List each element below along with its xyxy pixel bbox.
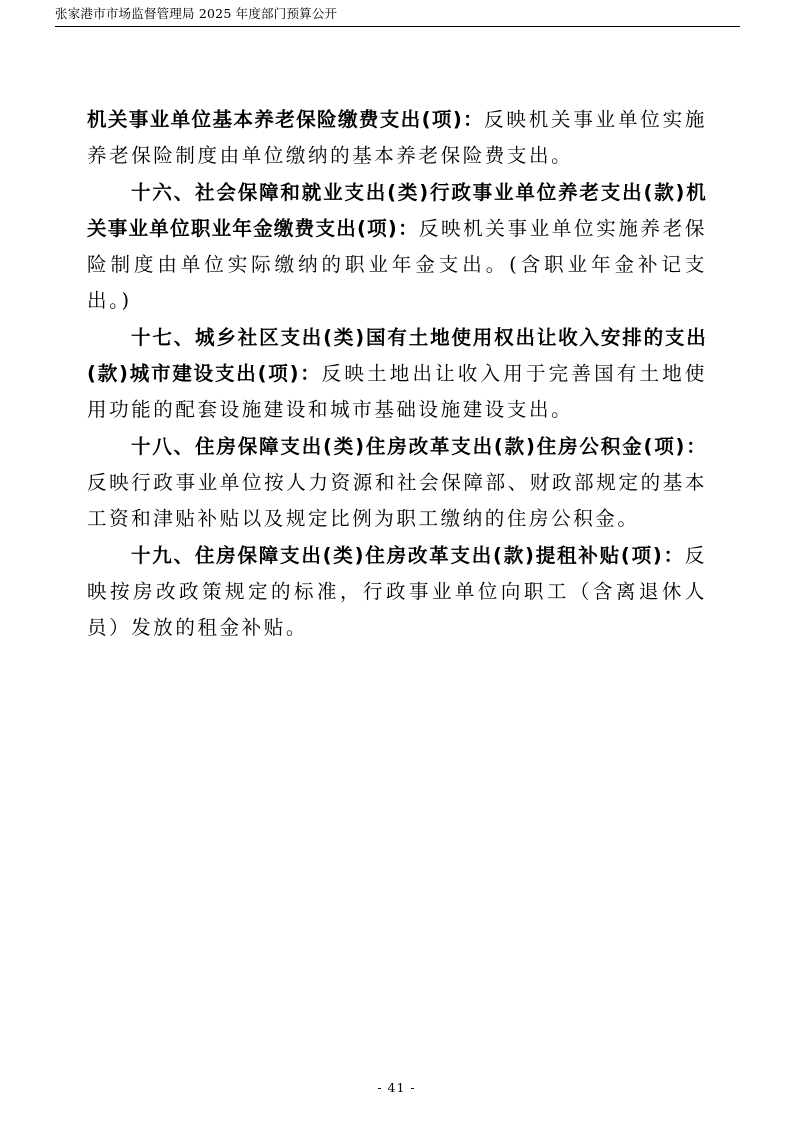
paragraph-occupational-annuity bbox=[87, 175, 707, 320]
paragraph-rent-subsidy bbox=[87, 538, 707, 647]
paragraph-heading: 机关事业单位基本养老保险缴费支出(项)： bbox=[87, 108, 485, 131]
paragraph-text: 反映机关事业单位实施养老保险制度由单位实际缴纳的职业年金支出。(含职业年金补记支出。) bbox=[87, 216, 707, 313]
paragraph-housing-fund bbox=[87, 429, 707, 538]
paragraph-heading: 十八、住房保障支出(类)住房改革支出(款)住房公积金(项)： bbox=[131, 434, 707, 458]
paragraph-text: 反映机关事业单位实施养老保险制度由单位缴纳的基本养老保险费支出。 bbox=[87, 108, 707, 168]
header-title: 张家港市市场监督管理局 2025 年度部门预算公开 bbox=[55, 6, 338, 21]
paragraph-text: 反映土地出让收入用于完善国有土地使用功能的配套设施建设和城市基础设施建设支出。 bbox=[87, 362, 708, 422]
paragraph-pension-insurance bbox=[87, 102, 707, 175]
paragraph-heading: 十六、社会保障和就业支出(类)行政事业单位养老支出(款)机关事业单位职业年金缴费支出(项)： bbox=[87, 180, 707, 240]
page-number: - 41 - bbox=[377, 1080, 416, 1095]
paragraph-text: 反映行政事业单位按人力资源和社会保障部、财政部规定的基本工资和津贴补贴以及规定比例为职工缴纳的住房公积金。 bbox=[87, 470, 707, 531]
page-footer bbox=[0, 1080, 793, 1096]
paragraph-heading: 十七、城乡社区支出(类)国有土地使用权出让收入安排的支出(款)城市建设支出(项)： bbox=[87, 325, 707, 386]
paragraph-urban-construction bbox=[87, 320, 707, 429]
document-body bbox=[87, 102, 707, 646]
page-header bbox=[55, 4, 740, 27]
paragraph-heading: 十九、住房保障支出(类)住房改革支出(款)提租补贴(项)： bbox=[131, 543, 685, 567]
paragraph-text: 反映按房改政策规定的标准，行政事业单位向职工（含离退休人员）发放的租金补贴。 bbox=[87, 543, 707, 640]
